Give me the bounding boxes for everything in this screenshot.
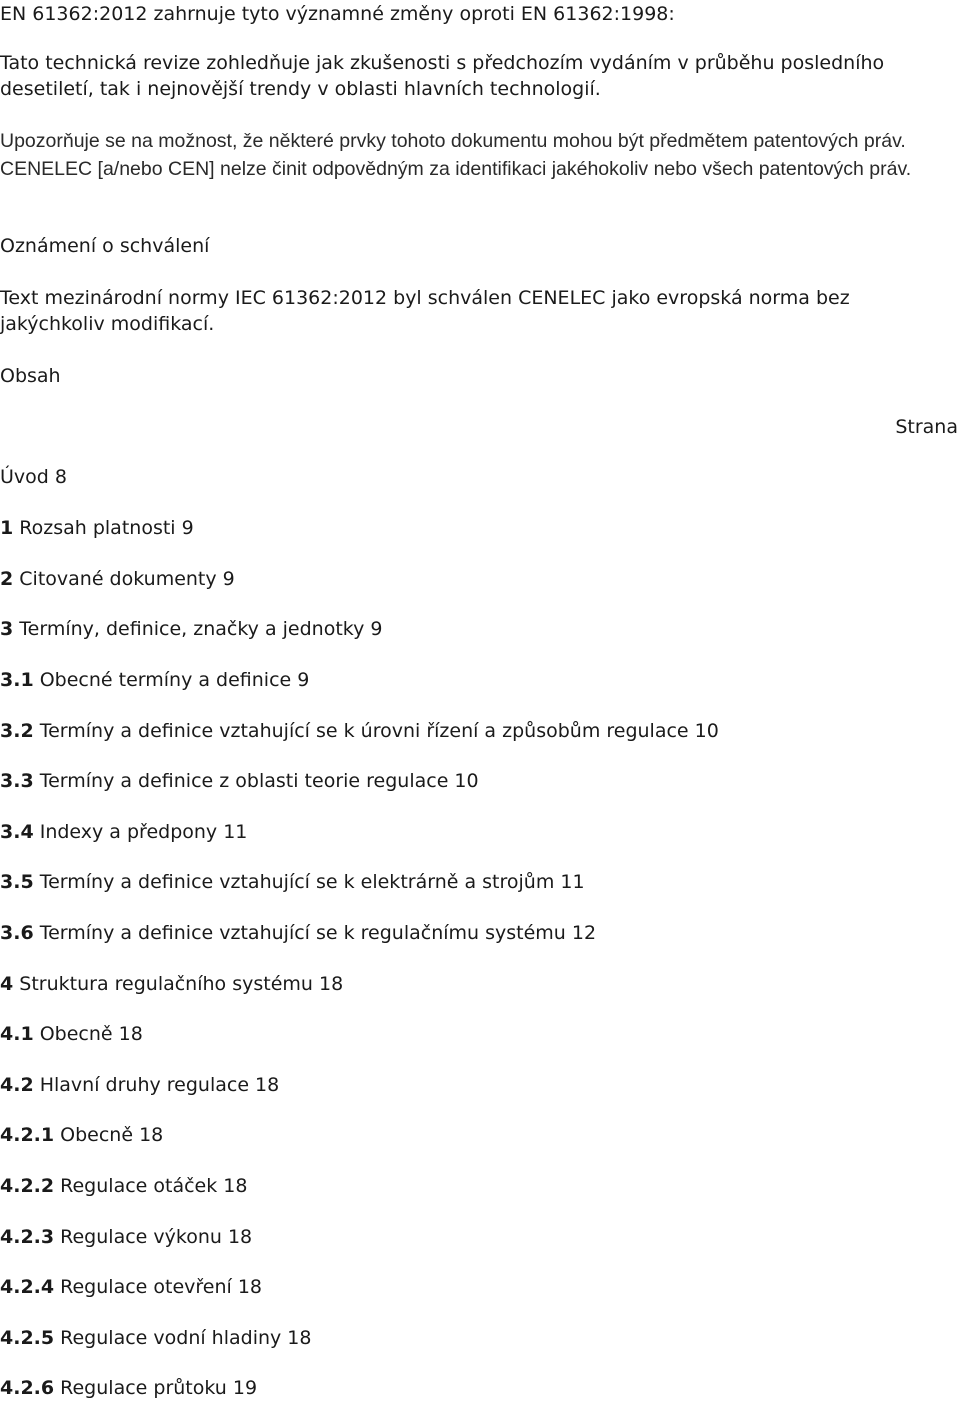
patent-notice-sentence-2: CENELEC [a/nebo CEN] nelze činit odpovědným za identifikaci jakéhokoliv nebo všech patentových práv. <box>0 158 912 180</box>
toc-entry[interactable]: 3.2 Termíny a definice vztahující se k úrovni řízení a způsobům regulace 10 <box>0 720 719 742</box>
toc-page-label: Strana <box>895 416 958 438</box>
toc-entry[interactable]: Úvod 8 <box>0 466 67 488</box>
toc-entry[interactable]: 3 Termíny, definice, značky a jednotky 9 <box>0 618 383 640</box>
toc-entry[interactable]: 3.1 Obecné termíny a definice 9 <box>0 669 310 691</box>
toc-entry[interactable]: 4 Struktura regulačního systému 18 <box>0 973 344 995</box>
toc-heading: Obsah <box>0 365 61 387</box>
toc-entry[interactable]: 4.2.3 Regulace výkonu 18 <box>0 1226 253 1248</box>
toc-entry[interactable]: 3.5 Termíny a definice vztahující se k elektrárně a strojům 11 <box>0 871 585 893</box>
patent-notice-paragraph <box>0 127 960 183</box>
toc-entry[interactable]: 2 Citované dokumenty 9 <box>0 568 235 590</box>
toc-entry[interactable]: 3.6 Termíny a definice vztahující se k regulačnímu systému 12 <box>0 922 597 944</box>
toc-entry[interactable]: 4.2.2 Regulace otáček 18 <box>0 1175 248 1197</box>
patent-notice-sentence-1: Upozorňuje se na možnost, že některé prvky tohoto dokumentu mohou být předmětem patentových práv. <box>0 130 906 152</box>
toc-entry[interactable]: 4.2.5 Regulace vodní hladiny 18 <box>0 1327 312 1349</box>
toc-entry[interactable]: 4.2 Hlavní druhy regulace 18 <box>0 1074 280 1096</box>
approval-text: Text mezinárodní normy IEC 61362:2012 byl schválen CENELEC jako evropská norma bez jakýchkoliv modifikací. <box>0 287 850 335</box>
toc-entry[interactable]: 4.1 Obecně 18 <box>0 1023 143 1045</box>
revision-paragraph: Tato technická revize zohledňuje jak zkušenosti s předchozím vydáním v průběhu posledního desetiletí, tak i nejnovější trendy v oblasti hlavních technologií. <box>0 52 885 100</box>
toc-entry[interactable]: 4.2.6 Regulace průtoku 19 <box>0 1377 258 1399</box>
toc-entry[interactable]: 3.3 Termíny a definice z oblasti teorie regulace 10 <box>0 770 479 792</box>
toc-entry[interactable]: 4.2.4 Regulace otevření 18 <box>0 1276 263 1298</box>
toc-entry[interactable]: 1 Rozsah platnosti 9 <box>0 517 194 539</box>
approval-heading: Oznámení o schválení <box>0 235 210 257</box>
toc-entry[interactable]: 3.4 Indexy a předpony 11 <box>0 821 248 843</box>
changes-heading: EN 61362:2012 zahrnuje tyto významné změny oproti EN 61362:1998: <box>0 3 675 25</box>
toc-entry[interactable]: 4.2.1 Obecně 18 <box>0 1124 164 1146</box>
